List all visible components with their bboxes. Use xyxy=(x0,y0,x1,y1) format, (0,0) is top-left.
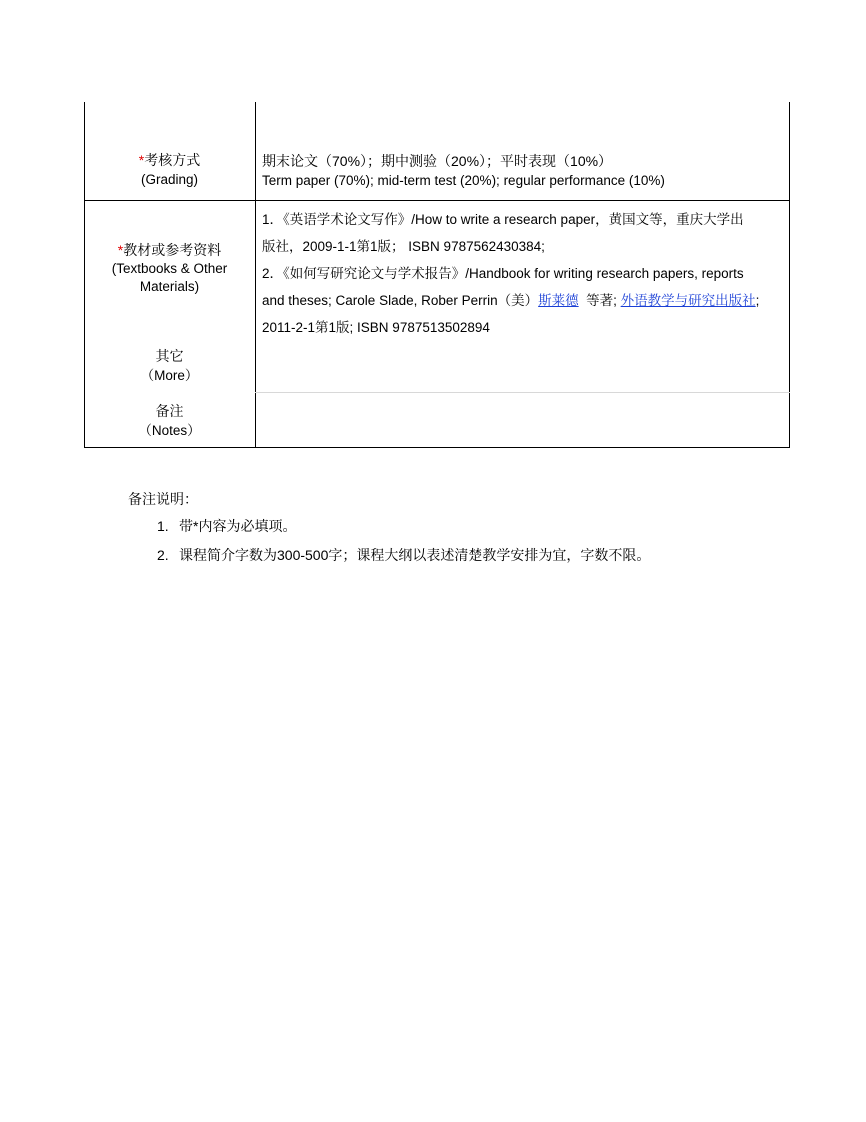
remarks-title: 备注说明： xyxy=(128,491,198,507)
materials-label xyxy=(84,241,255,297)
more-label-cn: 其它 xyxy=(155,348,184,364)
grading-label-cn: 考核方式 xyxy=(144,152,201,168)
course-info-table xyxy=(84,102,790,448)
grading-value-en: Term paper (70%); mid-term test (20%); regular performance (10%) xyxy=(262,173,665,188)
materials-item1-line2: 版社，2009-1-1第1版； ISBN 9787562430384; xyxy=(262,239,545,254)
remarks-list xyxy=(157,516,650,574)
materials-item2-line2-mid: 等著; xyxy=(578,293,621,308)
required-star: * xyxy=(117,242,124,258)
remarks-item xyxy=(157,545,650,574)
materials-label-cn: 教材或参考资料 xyxy=(123,242,222,258)
materials-item2-line2-pre: and theses; Carole Slade, Rober Perrin（美） xyxy=(262,293,539,308)
remarks-item-number: 1. xyxy=(157,518,169,534)
table-right-border xyxy=(789,102,790,448)
row-divider-grading xyxy=(84,200,790,201)
publisher-link[interactable]: 外语教学与研究出版社 xyxy=(620,293,756,308)
table-bottom-border xyxy=(84,447,790,448)
grading-label xyxy=(84,151,255,189)
materials-label-en-1: (Textbooks & Other xyxy=(111,260,228,276)
materials-item2-line2-post: ; xyxy=(755,293,760,308)
materials-label-en-2: Materials) xyxy=(139,279,200,294)
materials-item2-line2 xyxy=(262,287,784,314)
notes-label-en: （Notes） xyxy=(138,423,201,438)
more-label-en: （More） xyxy=(140,368,199,383)
notes-label-cn: 备注 xyxy=(155,403,184,419)
table-column-divider xyxy=(255,102,256,448)
grading-label-en: (Grading) xyxy=(140,172,199,187)
remarks-item xyxy=(157,516,650,545)
remarks-item-text: 带*内容为必填项。 xyxy=(179,518,297,534)
grading-value-cn: 期末论文（70%）；期中测验（20%）；平时表现（10%） xyxy=(262,153,613,169)
row-divider-more xyxy=(255,392,790,393)
materials-value xyxy=(262,206,784,341)
required-star: * xyxy=(138,152,145,168)
more-label xyxy=(84,346,255,386)
materials-item1-line1: 1．《英语学术论文写作》/How to write a research paper，黄国文等，重庆大学出 xyxy=(262,212,744,227)
notes-label xyxy=(84,401,255,441)
materials-item2-line1: 2．《如何写研究论文与学术报告》/Handbook for writing research papers, reports xyxy=(262,266,744,281)
grading-value xyxy=(262,152,784,190)
author-link[interactable]: 斯莱德 xyxy=(538,293,579,308)
remarks-item-number: 2. xyxy=(157,547,169,563)
materials-item2-line3: 2011-2-1第1版; ISBN 9787513502894 xyxy=(262,320,490,335)
remarks-item-text: 课程简介字数为300-500字；课程大纲以表述清楚教学安排为宜，字数不限。 xyxy=(179,547,651,563)
